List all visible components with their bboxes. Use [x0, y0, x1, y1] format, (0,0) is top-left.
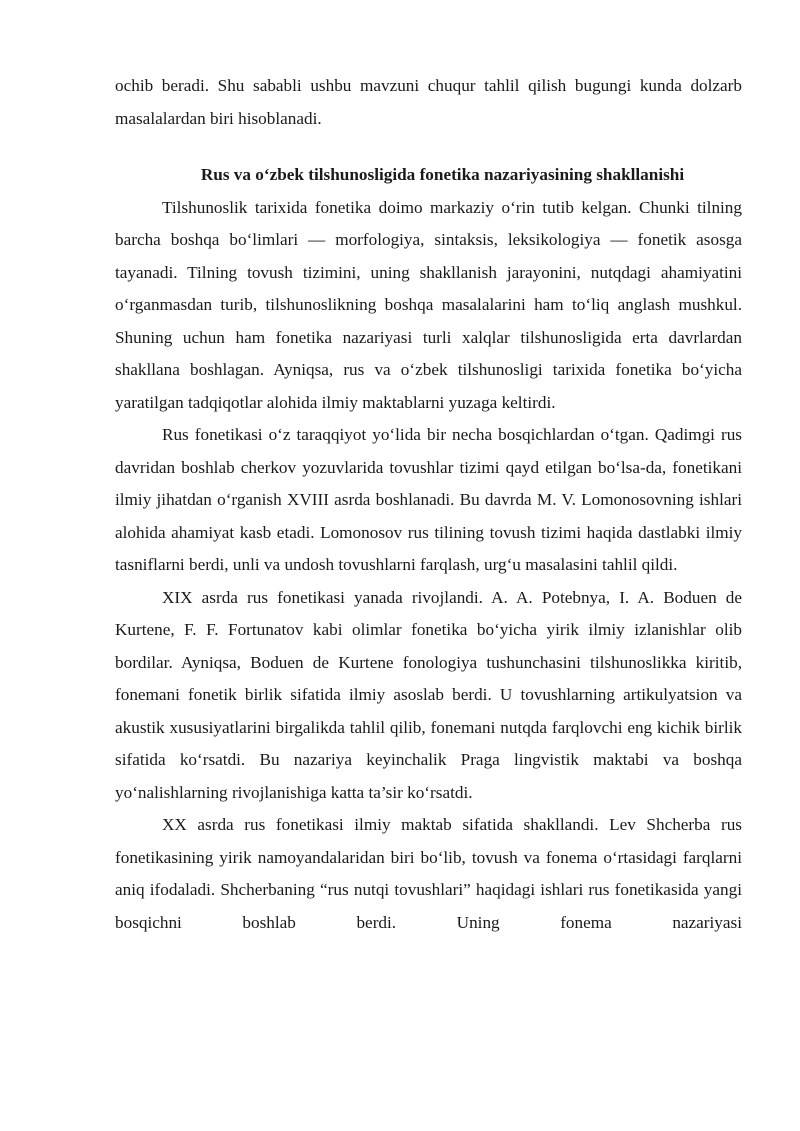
body-paragraph: XIX asrda rus fonetikasi yanada rivojlandi. A. A. Potebnya, I. A. Boduen de Kurtene, F. F. Fortunatov kabi olimlar fonetika bo‘yicha yirik ilmiy izlanishlar olib bordilar. Ayniqsa, Boduen de Kurtene fonologiya tushunchasini tilshunoslikka kiritib, fonemani fonetik birlik sifatida ilmiy asoslab berdi. U tovushlarning artikulyatsion va akustik xususiyatlarini birgalikda tahlil qilib, fonemani nutqda farqlovchi eng kichik birlik sifatida ko‘rsatdi. Bu nazariya keyinchalik Praga lingvistik maktabi va boshqa yo‘nalishlarning rivojlanishiga katta ta’sir ko‘rsatdi. — [115, 587, 742, 802]
body-paragraph: Rus fonetikasi o‘z taraqqiyot yo‘lida bir necha bosqichlardan o‘tgan. Qadimgi rus davridan boshlab cherkov yozuvlarida tovushlar tizimi qayd etilgan bo‘lsa-da, fonetikani ilmiy jihatdan o‘rganish XVIII asrda boshlanadi. Bu davrda M. V. Lomonosovning ishlari alohida ahamiyat kasb etadi. Lomonosov rus tilining tovush tizimi haqida dastlabki ilmiy tasniflarni berdi, unli va undosh tovushlarni farqlash, urg‘u masalasini tahlil qildi. — [115, 425, 742, 574]
section-heading: Rus va o‘zbek tilshunosligida fonetika nazariyasining shakllanishi — [200, 165, 685, 184]
body-paragraph: Tilshunoslik tarixida fonetika doimo markaziy o‘rin tutib kelgan. Chunki tilning barcha boshqa bo‘limlari — morfologiya, sintaksis, leksikologiya — fonetik asosga tayanadi. Tilning tovush tizimini, uning shakllanish jarayonini, nutqdagi ahamiyatini o‘rganmasdan turib, tilshunoslikning boshqa masalalarini ham to‘liq anglash mushkul. Shuning uchun ham fonetika nazariyasi turli xalqlar tilshunosligida erta davrlardan shakllana boshlagan. Ayniqsa, rus va o‘zbek tilshunosligi tarixida fonetika bo‘yicha yaratilgan tadqiqotlar alohida ilmiy maktablarni yuzaga keltirdi. — [115, 197, 742, 412]
document-page — [115, 70, 742, 939]
opening-paragraph: ochib beradi. Shu sababli ushbu mavzuni chuqur tahlil qilish bugungi kunda dolzarb masalalardan biri hisoblanadi. — [115, 76, 742, 128]
body-paragraph: XX asrda rus fonetikasi ilmiy maktab sifatida shakllandi. Lev Shcherba rus fonetikasining yirik namoyandalaridan biri bo‘lib, tovush va fonema o‘rtasidagi farqlarni aniq ifodaladi. Shcherbaning “rus nutqi tovushlari” haqidagi ishlari rus fonetikasida yangi bosqichni boshlab berdi. Uning fonema nazariyasi — [115, 815, 742, 932]
